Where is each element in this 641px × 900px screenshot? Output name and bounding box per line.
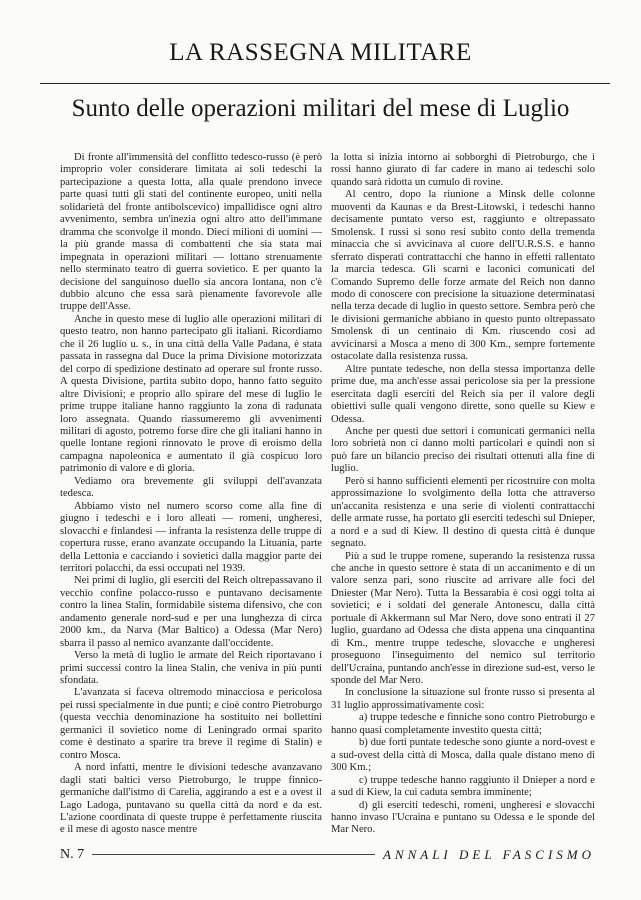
paragraph: Verso la metà di luglio le armate del Reich riportavano i primi successi contro la linea Stalin, che veniva in più punti sfondata. xyxy=(60,650,322,687)
paragraph: Anche in questo mese di luglio alle operazioni militari di questo teatro, non hanno partecipato gli italiani. Ricordiamo che il 26 luglio u. s., in una città della Valle Padana, è stata passata in rassegna dal Duce la prima Divisione motorizzata del corpo di spedizione destinato ad operare sul fronte russo. A questa Divisione, partita subito dopo, hanno fatto seguito altre Divisioni; e proprio allo spirare del mese di luglio le prime truppe italiane hanno raggiunto la zona di radunata loro assegnata. Quando riassumeremo gli avvenimenti militari di agosto, potremo forse dire che gli italiani hanno in quelle lontane regioni rinnovato le prove di eroismo della campagna napoleonica e aumentato il già cospicuo loro patrimonio di valore e di gloria. xyxy=(60,313,322,475)
header-rule xyxy=(40,83,610,84)
paragraph: Abbiamo visto nel numero scorso come alla fine di giugno i tedeschi e i loro alleati — romeni, ungheresi, slovacchi e finlandesi — infranta la resistenza delle truppe di copertura russe, erano avanzate occupando la Lituania, parte della Lettonia e cacciando i sovietici dalla maggior parte dei territori polacchi, da essi occupati nel 1939. xyxy=(60,500,322,574)
paragraph: L'avanzata si faceva oltremodo minacciosa e pericolosa pei russi specialmente in due punti; e cioè contro Pietroburgo (questa vecchia denominazione ha sostituito nei bollettini germanici il sovietico nome di Leningrado ormai sparito come è destinato a sparire tra breve il regime di Stalin) e contro Mosca. xyxy=(60,687,322,761)
list-item: b) due forti puntate tedesche sono giunte a nord-ovest e a sud-ovest della città di Mosca, dalla quale distano meno di 300 Km.; xyxy=(331,737,595,774)
issue-number: N. 7 xyxy=(60,846,85,862)
page-footer xyxy=(60,847,595,863)
paragraph: A nord infatti, mentre le divisioni tedesche avanzavano dagli stati baltici verso Pietroburgo, le truppe finnico-germaniche dall'istmo di Carelia, aggirando a est e a ovest il Lago Ladoga, puntavano su quella città da nord e da est. L'azione coordinata di queste truppe è perfettamente riuscita e il mese di agosto nasce mentre xyxy=(60,762,322,836)
magazine-name: ANNALI DEL FASCISMO xyxy=(382,846,595,862)
left-column xyxy=(60,152,322,837)
paragraph: In conclusione la situazione sul fronte russo si presenta al 31 luglio approssimativamente così: xyxy=(331,687,595,711)
paragraph: Vediamo ora brevemente gli sviluppi dell'avanzata tedesca. xyxy=(60,475,322,500)
paragraph: Anche per questi due settori i comunicati germanici nella loro sobrietà non ci danno molti particolari e quindi non si può fare un bilancio preciso dei risultati ottenuti alla fine di luglio. xyxy=(331,425,595,475)
paragraph: Nei primi di luglio, gli eserciti del Reich oltrepassavano il vecchio confine polacco-russo e puntavano decisamente contro la linea Stalin, formidabile sistema difensivo, che con andamento generale nord-sud e per una lunghezza di circa 2000 km., da Narva (Mar Baltico) a Odessa (Mar Nero) sbarra il passo al nemico avanzante dall'occidente. xyxy=(60,575,322,649)
list-item: a) truppe tedesche e finniche sono contro Pietroburgo e hanno quasi completamente investito questa città; xyxy=(331,712,595,736)
paragraph: Più a sud le truppe romene, superando la resistenza russa che anche in questo settore è stata di un accanimento e di un valore senza pari, sono riuscite ad arrivare alle foci del Dniester (Mar Nero). Tutta la Bessarabia è così oggi tolta ai sovietici; e i soldati del generale Antonescu, dalla città portuale di Akkermann sul Mar Nero, dove sono entrati il 27 luglio, guardano ad Odessa che dista appena una cinquantina di Km., mentre truppe tedesche, slovacche e ungheresi proseguono l'inseguimento del nemico sul territorio dell'Ucraina, puntando anch'esse in direzione sud-est, verso le sponde del Mar Nero. xyxy=(331,550,595,687)
list-item: d) gli eserciti tedeschi, romeni, ungheresi e slovacchi hanno invaso l'Ucraina e puntano su Odessa e le sponde del Mar Nero. xyxy=(331,799,595,836)
list-item: c) truppe tedesche hanno raggiunto il Dnieper a nord e a sud di Kiew, la cui caduta sembra imminente; xyxy=(331,774,595,799)
paragraph: Altre puntate tedesche, non della stessa importanza delle prime due, ma anch'esse assai pericolose sia per la pressione esercitata dagli eserciti del Reich sia per il valore degli obiettivi sulle quali vengono dirette, sono quelle su Kiew e Odessa. xyxy=(331,363,595,425)
section-header: LA RASSEGNA MILITARE xyxy=(169,39,472,66)
footer-rule xyxy=(92,854,375,855)
article-body xyxy=(60,152,595,883)
paragraph: Di fronte all'immensità del conflitto tedesco-russo (è però improprio voler considerare limitata ai soli tedeschi la partecipazione a questa lotta, alla quale prendono invece parte quasi tutti gli stati del continente europeo, uniti nella solidarietà del fronte antibolscevico) impallidisce ogni altro avvenimento, sembra un'inezia ogni altro atto dell'immane dramma che sconvolge il mondo. Dieci milioni di uomini — la più grande massa di combattenti che sia stata mai impegnata in operazioni militari — lottano strenuamente nello sterminato teatro di guerra sovietico. E per quanto la decisione del sanguinoso duello sia ancora lontana, non c'è dubbio alcuno che essa sarà pienamente favorevole alle truppe dell'Asse. xyxy=(60,152,322,313)
right-column xyxy=(331,152,595,837)
paragraph: Al centro, dopo la riunione a Minsk delle colonne muoventi da Kaunas e da Brest-Litowski, i tedeschi hanno decisamente puntato verso est, raggiunto e oltrepassato Smolensk. I russi si sono resi subito conto della tremenda minaccia che si avvicinava al cuore dell'U.R.S.S. e hanno sferrato disperati contrattacchi che hanno in effetti rallentato la marcia tedesca. Gli scarni e laconici comunicati del Comando Supremo delle forze armate del Reich non danno modo di conoscere con precisione la situazione determinatasi nella terza decade di luglio in questo settore. Sembra però che le divisioni germaniche abbiano in questo punto oltrepassato Smolensk di un centinaio di Km. riuscendo così ad avvicinarsi a Mosca a meno di 300 Km., sempre fortemente ostacolate dalla resistenza russa. xyxy=(331,189,595,363)
paragraph: Però si hanno sufficienti elementi per ricostruire con molta approssimazione lo svolgimento della lotta che attraverso un'accanita resistenza e una serie di violenti contrattacchi delle armate russe, ha portato gli eserciti tedeschi sul Dnieper, a nord e a sud di Kiew. Il destino di questa città è dunque segnato. xyxy=(331,475,595,550)
article-title: Sunto delle operazioni militari del mese di Luglio xyxy=(71,95,570,122)
paragraph: la lotta si inizia intorno ai sobborghi di Pietroburgo, che i rossi hanno giurato di far cadere in mano ai tedeschi solo quando sarà ridotta un cumulo di rovine. xyxy=(331,152,595,188)
article-columns xyxy=(60,152,595,837)
